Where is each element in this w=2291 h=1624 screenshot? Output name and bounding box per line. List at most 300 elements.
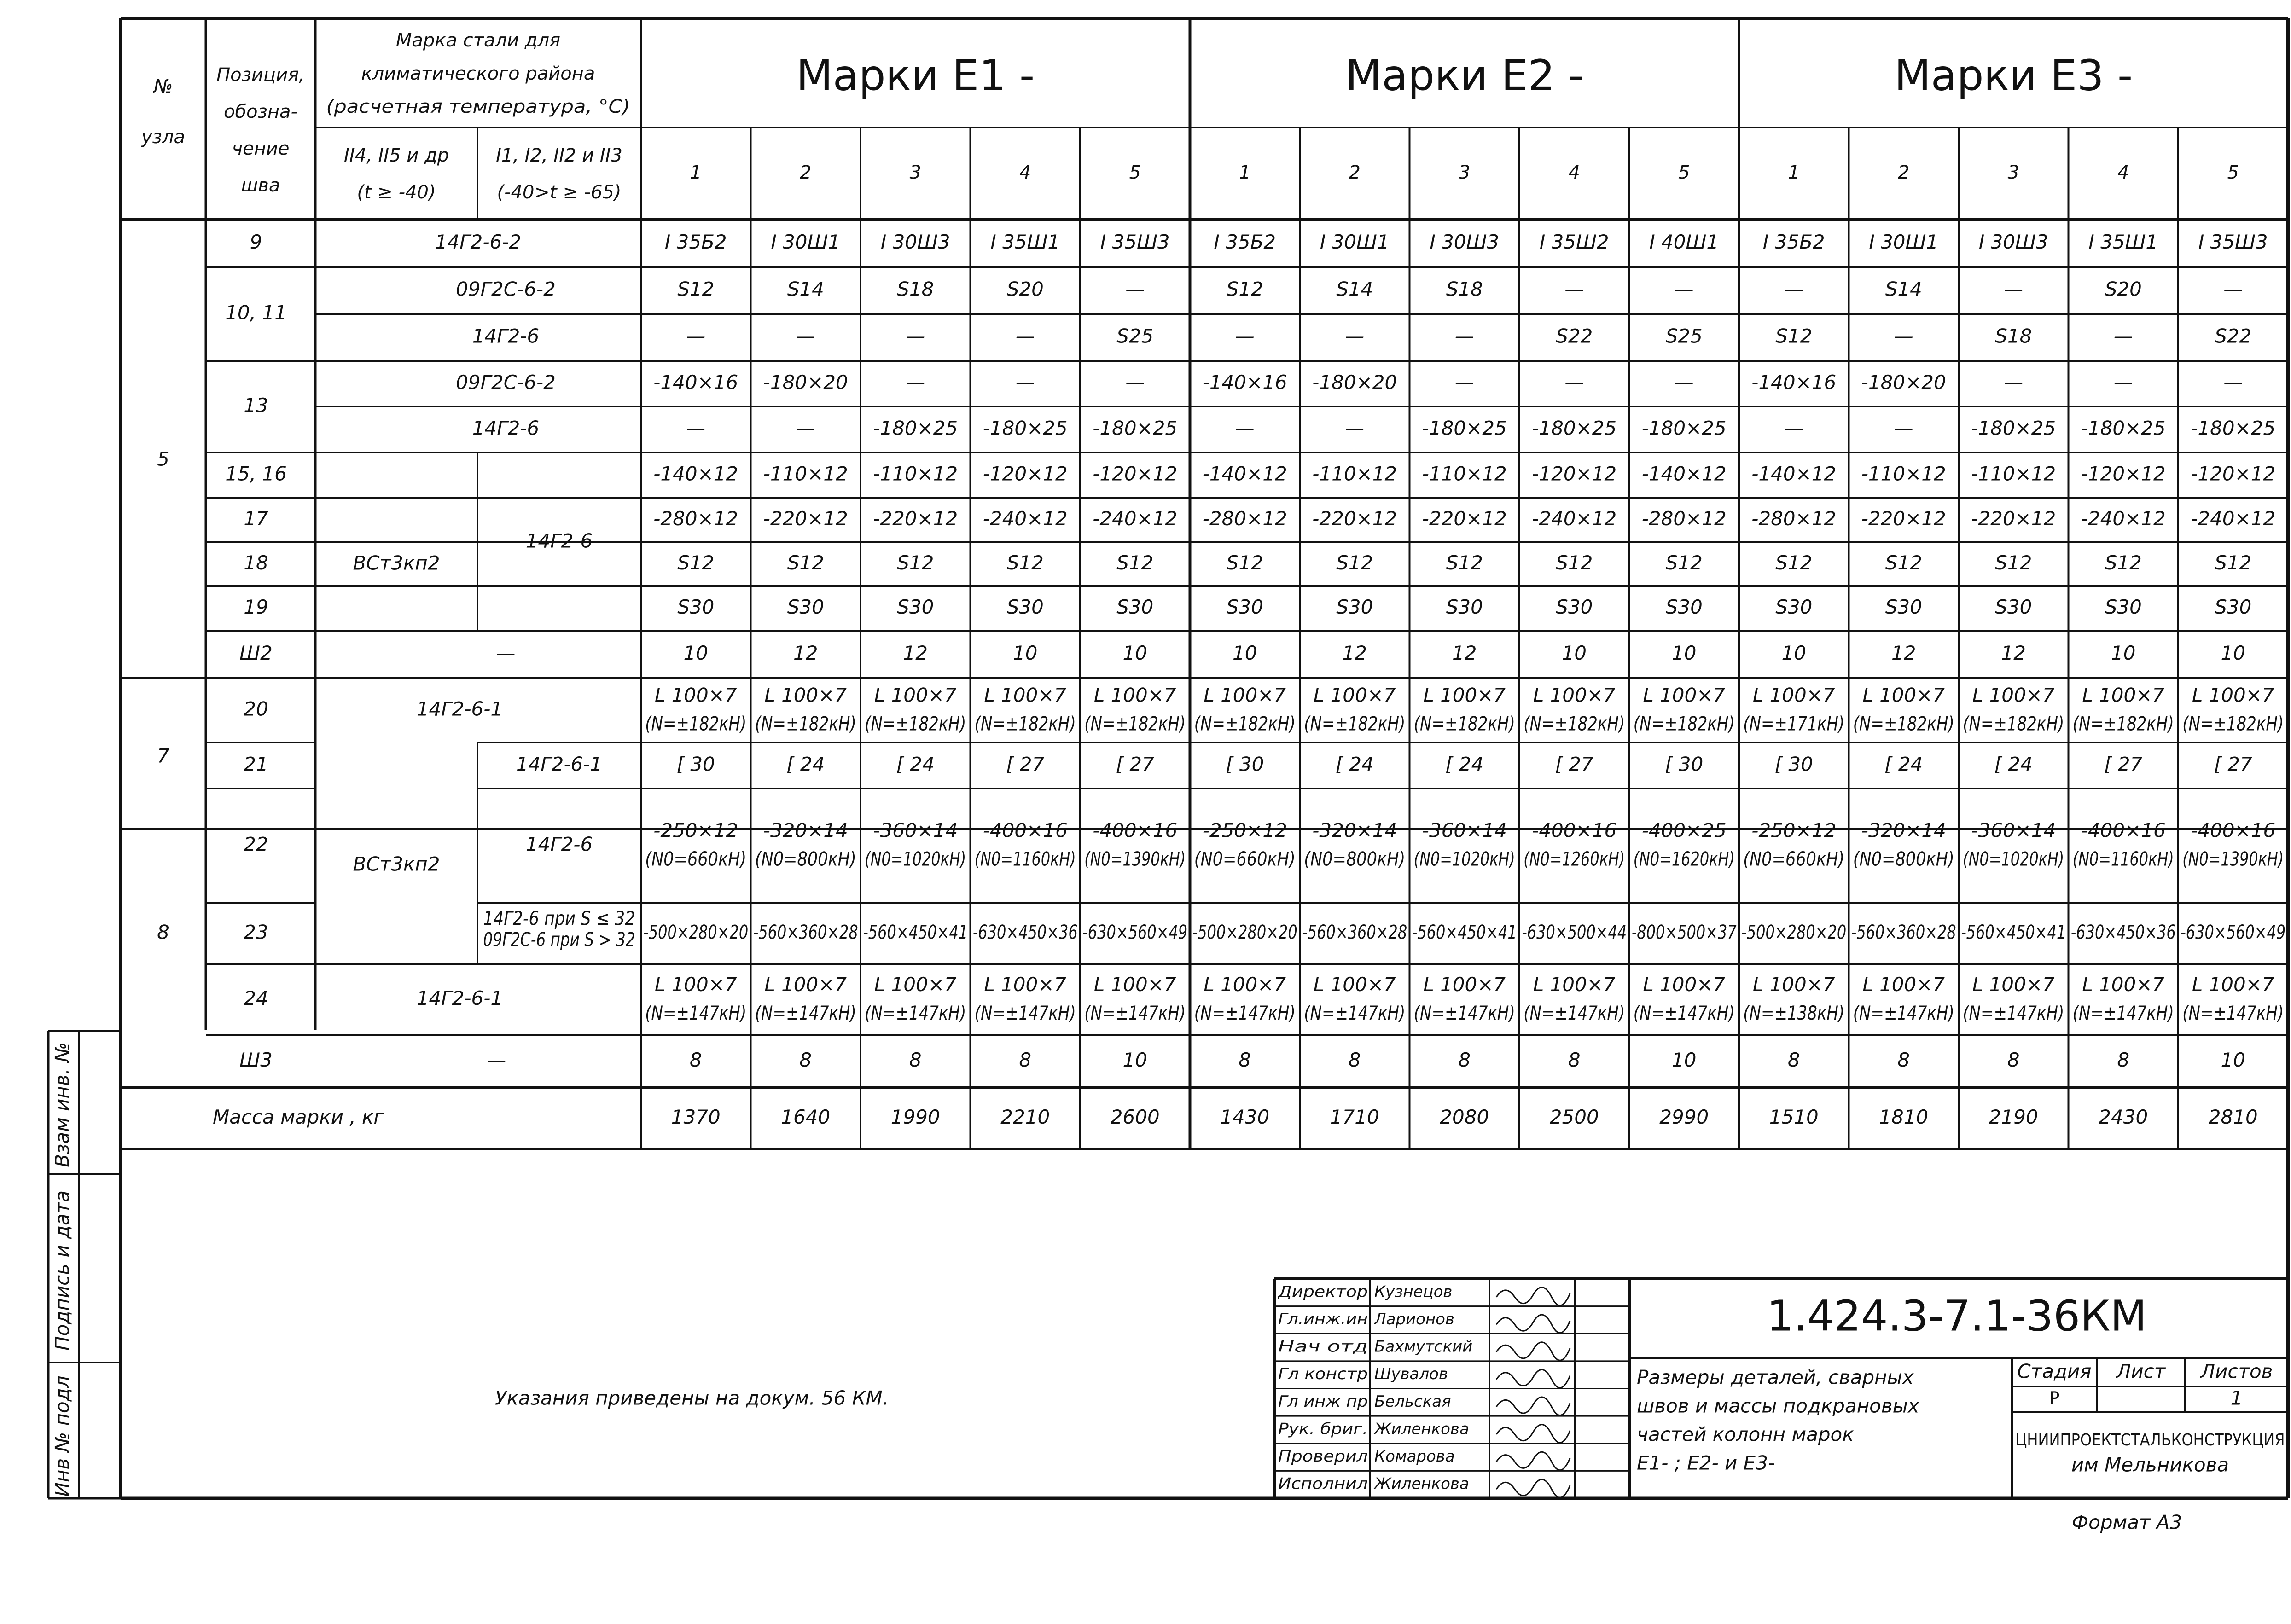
- position-label: 21: [244, 753, 268, 776]
- cell-value: L 100×7: [2192, 973, 2274, 996]
- mass-label: Масса марки , кг: [213, 1106, 384, 1128]
- cell-value: -220×12: [873, 507, 958, 530]
- cell-value: -320×14: [763, 819, 848, 842]
- cell-value: -560×450×41: [1412, 921, 1517, 944]
- cell-value: —: [2113, 371, 2133, 394]
- signature-mark: [1496, 1425, 1570, 1443]
- cell-value: 8: [1348, 1049, 1361, 1071]
- cell-value: -140×16: [1202, 371, 1287, 394]
- cell-value: -180×25: [2081, 417, 2166, 440]
- cell-value: [ 24: [1335, 753, 1374, 776]
- cell-value: -140×12: [653, 462, 738, 485]
- cell-value: I 35Ш2: [1539, 231, 1609, 253]
- cell-value-note: (N=±147кН): [755, 1002, 856, 1024]
- cell-value: S30: [1336, 596, 1373, 618]
- cell-value: -240×12: [2191, 507, 2276, 530]
- cell-value: -220×12: [1971, 507, 2056, 530]
- cell-value: S30: [1665, 596, 1703, 618]
- cell-value: I 30Ш1: [1869, 231, 1939, 253]
- cell-value: L 100×7: [1972, 973, 2055, 996]
- cell-value: -240×12: [1532, 507, 1617, 530]
- cell-value: S18: [897, 278, 934, 301]
- header-column-number: 4: [2117, 162, 2129, 183]
- cell-value: [ 24: [786, 753, 825, 776]
- cell-value: L 100×7: [984, 684, 1067, 707]
- header-node-label: узла: [141, 127, 186, 148]
- tb-org-sub: им Мельникова: [2071, 1453, 2229, 1476]
- cell-value: S12: [1995, 551, 2032, 574]
- cell-value: S12: [1336, 551, 1373, 574]
- cell-value: -180×25: [1971, 417, 2056, 440]
- cell-value: 12: [903, 642, 928, 664]
- position-label: 22: [244, 833, 268, 856]
- cell-value: L 100×7: [1204, 973, 1286, 996]
- cell-value: —: [1564, 278, 1584, 301]
- cell-value: I 35Ш1: [2088, 231, 2158, 253]
- tb-role: Нач отд: [1278, 1337, 1368, 1356]
- cell-value: -500×280×20: [1192, 921, 1297, 944]
- cell-value: L 100×7: [1862, 684, 1945, 707]
- signature-mark: [1496, 1287, 1570, 1305]
- cell-value: 10: [1672, 1049, 1697, 1071]
- cell-value: 12: [793, 642, 818, 664]
- mass-value: 2210: [1000, 1106, 1050, 1128]
- cell-value: I 35Ш3: [1100, 231, 1170, 253]
- tb-name: Комарова: [1374, 1447, 1455, 1466]
- cell-value: S30: [1116, 596, 1154, 618]
- cell-value: L 100×7: [984, 973, 1067, 996]
- cell-value: -110×12: [873, 462, 958, 485]
- cell-value: L 100×7: [1643, 973, 1726, 996]
- header-column-number: 3: [1459, 162, 1471, 183]
- position-label: 15, 16: [225, 462, 287, 485]
- cell-value: 10: [683, 642, 708, 664]
- node-label: 7: [157, 744, 169, 767]
- tb-doc-code: 1.424.3-7.1-36КМ: [1767, 1291, 2147, 1341]
- header-column-number: 2: [1898, 162, 1910, 183]
- cell-value: I 35Ш1: [990, 231, 1060, 253]
- position-label: Ш3: [239, 1049, 273, 1071]
- cell-value: L 100×7: [2192, 684, 2274, 707]
- cell-value: S12: [897, 551, 934, 574]
- cell-value: -180×25: [1641, 417, 1727, 440]
- cell-value: -180×25: [873, 417, 958, 440]
- cell-value: 8: [2007, 1049, 2020, 1071]
- header-column-number: 1: [1239, 162, 1251, 183]
- cell-value: 8: [1239, 1049, 1251, 1071]
- tb-sheets-label: Листов: [2200, 1360, 2273, 1383]
- cell-value: 12: [1452, 642, 1477, 664]
- cell-value: -500×280×20: [643, 921, 749, 944]
- cell-value: -140×12: [1202, 462, 1287, 485]
- position-label: 18: [244, 551, 268, 574]
- position-label: 23: [244, 921, 268, 944]
- cell-value: [ 27: [1555, 753, 1593, 776]
- position-label: 13: [244, 394, 268, 417]
- cell-value: —: [1454, 371, 1474, 394]
- signature-mark: [1496, 1452, 1570, 1470]
- cell-value: -400×25: [1641, 819, 1727, 842]
- cell-value: S30: [677, 596, 715, 618]
- cell-value: S30: [897, 596, 934, 618]
- signature-mark: [1496, 1397, 1570, 1415]
- cell-value: -110×12: [1861, 462, 1946, 485]
- cell-value: S30: [2105, 596, 2142, 618]
- cell-value: L 100×7: [654, 973, 737, 996]
- cell-value: —: [686, 417, 706, 440]
- tb-role: Исполнил: [1278, 1474, 1368, 1493]
- cell-value: 8: [799, 1049, 812, 1071]
- cell-value: -400×16: [1093, 819, 1178, 842]
- steel-grade: 14Г2-6: [472, 325, 540, 348]
- cell-value: 12: [1342, 642, 1367, 664]
- cell-value: L 100×7: [1423, 973, 1506, 996]
- tb-name: Жиленкова: [1374, 1420, 1469, 1438]
- cell-value-note: (N=±182кН): [1194, 712, 1296, 735]
- cell-value: S20: [2105, 278, 2142, 301]
- cell-value: [ 27: [2214, 753, 2252, 776]
- cell-value: -560×360×28: [1302, 921, 1407, 944]
- tb-role: Гл инж пр: [1278, 1392, 1368, 1411]
- cell-value: -360×14: [1971, 819, 2056, 842]
- position-label: 9: [250, 231, 262, 253]
- header-column-number: 1: [690, 162, 702, 183]
- cell-value: [ 24: [1445, 753, 1484, 776]
- cell-value: S12: [1556, 551, 1593, 574]
- cell-value: -180×25: [1532, 417, 1617, 440]
- cell-value-note: (N=±182кН): [1304, 712, 1406, 735]
- header-position-label: обозна-: [224, 101, 297, 122]
- cell-value: L 100×7: [1313, 684, 1396, 707]
- cell-value: I 30Ш3: [880, 231, 950, 253]
- cell-value: S12: [1775, 551, 1813, 574]
- cell-value: -180×20: [1861, 371, 1946, 394]
- cell-value: S30: [2215, 596, 2252, 618]
- steel-grade: 14Г2-6: [472, 417, 540, 440]
- tb-name: Шувалов: [1374, 1365, 1448, 1384]
- cell-value-note: (N0=1160кН): [2072, 847, 2174, 870]
- position-label: 24: [244, 987, 268, 1009]
- header-steel-label: климатического района: [361, 63, 595, 84]
- header-node-no: №: [153, 76, 173, 97]
- cell-value: —: [1125, 278, 1145, 301]
- cell-value: S12: [1665, 551, 1703, 574]
- tb-stage: Р: [2049, 1388, 2060, 1409]
- tb-name: Жиленкова: [1374, 1474, 1469, 1493]
- cell-value: I 35Ш3: [2198, 231, 2268, 253]
- tb-role: Проверил: [1278, 1447, 1368, 1466]
- cell-value-note: (N0=1620кН): [1633, 847, 1735, 870]
- cell-value: L 100×7: [1313, 973, 1396, 996]
- cell-value: 10: [1122, 642, 1147, 664]
- cell-value: 8: [1787, 1049, 1800, 1071]
- cell-value: L 100×7: [874, 973, 957, 996]
- header-column-number: 4: [1568, 162, 1580, 183]
- cell-value: S22: [2215, 325, 2252, 348]
- header-position-label: шва: [241, 175, 280, 196]
- cell-value-note: (N0=1390кН): [1084, 847, 1186, 870]
- header-steel-label: Марка стали для: [395, 30, 561, 51]
- cell-value: [ 30: [676, 753, 715, 776]
- cell-value: -120×12: [1093, 462, 1178, 485]
- signature-mark: [1496, 1369, 1570, 1388]
- cell-value: L 100×7: [1752, 973, 1835, 996]
- cell-value-note: (N0=800кН): [1304, 847, 1406, 870]
- cell-value: S25: [1665, 325, 1703, 348]
- cell-value: —: [2113, 325, 2133, 348]
- header-column-number: 5: [2227, 162, 2239, 183]
- cell-value-note: (N=±182кН): [974, 712, 1076, 735]
- cell-value: —: [2004, 371, 2024, 394]
- cell-value: 10: [2111, 642, 2136, 664]
- header-climate-a: (t ≥ -40): [357, 182, 436, 203]
- mass-value: 1810: [1879, 1106, 1929, 1128]
- cell-value: S30: [1446, 596, 1483, 618]
- position-label: 19: [244, 596, 268, 618]
- cell-value-note: (N0=660кН): [1194, 847, 1296, 870]
- cell-value: -280×12: [653, 507, 738, 530]
- cell-value-note: (N=±182кН): [1633, 712, 1735, 735]
- cell-value: I 30Ш1: [771, 231, 841, 253]
- header-column-number: 4: [1019, 162, 1031, 183]
- cell-value: —: [1125, 371, 1145, 394]
- cell-value: S12: [677, 551, 715, 574]
- header-column-number: 1: [1788, 162, 1800, 183]
- cell-value-note: (N=±147кН): [1523, 1002, 1625, 1024]
- cell-value: 10: [2221, 642, 2245, 664]
- cell-value-note: (N=±182кН): [1413, 712, 1515, 735]
- cell-value: I 30Ш3: [1978, 231, 2048, 253]
- cell-value: -110×12: [1971, 462, 2056, 485]
- cell-value: S18: [1446, 278, 1483, 301]
- steel-grade: 14Г2-6-2: [435, 231, 522, 253]
- cell-value-note: (N=±182кН): [1523, 712, 1625, 735]
- cell-value-note: (N=±147кН): [645, 1002, 747, 1024]
- cell-value-note: (N=±138кН): [1743, 1002, 1845, 1024]
- mass-value: 2430: [2099, 1106, 2148, 1128]
- cell-value: —: [1454, 325, 1474, 348]
- cell-value-note: (N=±147кН): [1633, 1002, 1735, 1024]
- cell-value: —: [686, 325, 706, 348]
- cell-value-note: (N=±182кН): [1963, 712, 2064, 735]
- header-group-2: Марки Е2 -: [1345, 51, 1584, 100]
- cell-value-note: (N=±182кН): [865, 712, 966, 735]
- cell-value: -560×360×28: [753, 921, 858, 944]
- cell-value: -630×450×36: [2070, 921, 2176, 944]
- cell-value: —: [1674, 278, 1694, 301]
- mass-value: 1370: [671, 1106, 721, 1128]
- cell-value: —: [796, 417, 815, 440]
- mass-value: 1430: [1220, 1106, 1270, 1128]
- cell-value: S30: [1556, 596, 1593, 618]
- cell-value-note: (N=±182кН): [2182, 712, 2284, 735]
- cell-value-note: (N=±182кН): [2072, 712, 2174, 735]
- cell-value: S12: [1775, 325, 1813, 348]
- mass-value: 2600: [1110, 1106, 1160, 1128]
- cell-value: I 35Б2: [1762, 231, 1825, 253]
- cell-value: -180×20: [763, 371, 848, 394]
- cell-value-note: (N0=660кН): [1743, 847, 1845, 870]
- steel-grade-vst: ВСт3кп2: [353, 551, 440, 574]
- cell-value: 8: [689, 1049, 702, 1071]
- cell-value: —: [1015, 371, 1035, 394]
- cell-value: S20: [1006, 278, 1044, 301]
- cell-value: S12: [787, 551, 824, 574]
- cell-value: [ 27: [2104, 753, 2143, 776]
- cell-value: 10: [1013, 642, 1038, 664]
- cell-value: —: [2004, 278, 2024, 301]
- cell-value: -140×16: [1751, 371, 1837, 394]
- cell-value: -180×25: [983, 417, 1068, 440]
- cell-value-note: (N0=800кН): [1853, 847, 1954, 870]
- cell-value: —: [1564, 371, 1584, 394]
- tb-stage-label: Стадия: [2017, 1360, 2092, 1383]
- cell-value-note: (N=±147кН): [1194, 1002, 1296, 1024]
- cell-value-note: (N=±171кН): [1743, 712, 1845, 735]
- tb-name: Ларионов: [1374, 1310, 1454, 1328]
- title-block: [48, 1031, 2288, 1498]
- cell-value-note: (N=±182кН): [755, 712, 856, 735]
- node-label: 5: [157, 447, 169, 470]
- cell-value: L 100×7: [1093, 973, 1176, 996]
- tb-description: частей колонн марок: [1637, 1423, 1854, 1446]
- cell-value: S12: [2215, 551, 2252, 574]
- cell-value: S30: [787, 596, 824, 618]
- cell-value: L 100×7: [2082, 684, 2165, 707]
- header-column-number: 2: [1349, 162, 1361, 183]
- cell-value: —: [1784, 278, 1804, 301]
- cell-value-note: (N=±147кН): [1853, 1002, 1954, 1024]
- cell-value: -140×12: [1751, 462, 1837, 485]
- mass-value: 1990: [890, 1106, 940, 1128]
- cell-value: -360×14: [873, 819, 958, 842]
- cell-value: L 100×7: [764, 973, 847, 996]
- cell-value: —: [1894, 417, 1913, 440]
- cell-value-note: (N0=1020кН): [1963, 847, 2064, 870]
- cell-value: S12: [1226, 278, 1263, 301]
- header-position-label: Позиция,: [216, 64, 305, 86]
- cell-value: -180×25: [1422, 417, 1507, 440]
- tb-org: ЦНИИПРОЕКТСТАЛЬКОНСТРУКЦИЯ: [2015, 1431, 2285, 1450]
- cell-value: L 100×7: [1533, 684, 1616, 707]
- tb-description: швов и массы подкрановых: [1637, 1394, 1919, 1417]
- side-stamp-label: Взам инв. №: [51, 1042, 74, 1167]
- cell-value: —: [796, 325, 815, 348]
- cell-value: S12: [1116, 551, 1154, 574]
- mass-value: 2080: [1440, 1106, 1489, 1128]
- header-column-number: 3: [909, 162, 921, 183]
- signature-mark: [1496, 1315, 1570, 1333]
- tb-role: Гл.инж.ин: [1278, 1310, 1368, 1328]
- cell-value: —: [1894, 325, 1913, 348]
- cell-value: L 100×7: [1972, 684, 2055, 707]
- cell-value: -120×12: [983, 462, 1068, 485]
- cell-value-note: (N0=660кН): [645, 847, 747, 870]
- mass-value: 2500: [1549, 1106, 1599, 1128]
- position-label: 10, 11: [225, 301, 287, 324]
- steel-grade: 09Г2С-6-2: [456, 371, 556, 394]
- tb-sheet-label: Лист: [2116, 1360, 2166, 1383]
- cell-value: [ 27: [1116, 753, 1154, 776]
- cell-value: -220×12: [1312, 507, 1397, 530]
- cell-value: I 40Ш1: [1649, 231, 1719, 253]
- cell-value: -250×12: [1202, 819, 1287, 842]
- cell-value: -220×12: [1422, 507, 1507, 530]
- cell-value: -360×14: [1422, 819, 1507, 842]
- cell-value: 8: [1019, 1049, 1032, 1071]
- cell-value: -630×500×44: [1522, 921, 1627, 944]
- steel-grade: 14Г2-6: [525, 833, 593, 856]
- cell-value: L 100×7: [1204, 684, 1286, 707]
- cell-value: —: [1784, 417, 1804, 440]
- cell-value: S30: [1775, 596, 1813, 618]
- header-group-3: Марки Е3 -: [1894, 51, 2133, 100]
- steel-grade: 14Г2-6-1: [516, 753, 603, 776]
- cell-value: -220×12: [1861, 507, 1946, 530]
- cell-value: [ 27: [1006, 753, 1045, 776]
- tb-description: Размеры деталей, сварных: [1637, 1366, 1914, 1389]
- tb-name: Кузнецов: [1374, 1282, 1453, 1301]
- cell-value: L 100×7: [874, 684, 957, 707]
- node-label: 8: [157, 921, 169, 944]
- position-label: 17: [244, 507, 268, 530]
- cell-value: 10: [1672, 642, 1697, 664]
- cell-value: -110×12: [763, 462, 848, 485]
- cell-value: 10: [1122, 1049, 1147, 1071]
- cell-value: L 100×7: [1533, 973, 1616, 996]
- cell-value: -250×12: [1751, 819, 1837, 842]
- steel-grade-vst: ВСт3кп2: [353, 853, 440, 876]
- cell-value: I 30Ш3: [1430, 231, 1500, 253]
- cell-value-note: (N0=1260кН): [1523, 847, 1625, 870]
- steel-grade: 14Г2-6-1: [416, 987, 503, 1009]
- cell-value: -500×280×20: [1741, 921, 1847, 944]
- cell-value-note: (N0=1020кН): [865, 847, 966, 870]
- cell-value-note: (N=±147кН): [1084, 1002, 1186, 1024]
- cell-value: L 100×7: [1752, 684, 1835, 707]
- cell-value: -320×14: [1312, 819, 1397, 842]
- steel-grade: 09Г2С-6-2: [456, 278, 556, 301]
- cell-value: —: [2223, 371, 2243, 394]
- cell-value: S18: [1995, 325, 2032, 348]
- cell-value: —: [906, 371, 925, 394]
- cell-value: -800×500×37: [1631, 921, 1737, 944]
- cell-value: S30: [1226, 596, 1263, 618]
- cell-value: L 100×7: [2082, 973, 2165, 996]
- cell-value-note: (N=±147кН): [2182, 1002, 2284, 1024]
- cell-value: I 35Б2: [1214, 231, 1276, 253]
- cell-value: [ 30: [1774, 753, 1813, 776]
- cell-value: S12: [677, 278, 715, 301]
- cell-value: -120×12: [2191, 462, 2276, 485]
- cell-value-note: (N=±182кН): [1853, 712, 1954, 735]
- steel-grade: 14Г2-6: [525, 529, 593, 552]
- cell-value: 8: [1458, 1049, 1471, 1071]
- tb-description: Е1- ; Е2- и Е3-: [1637, 1451, 1775, 1474]
- cell-value: -400×16: [983, 819, 1068, 842]
- note-text: Указания приведены на докум. 56 КМ.: [495, 1386, 889, 1409]
- cell-value: [ 30: [1665, 753, 1704, 776]
- cell-value: L 100×7: [1423, 684, 1506, 707]
- cell-value-note: (N=±147кН): [1413, 1002, 1515, 1024]
- cell-value: 12: [2001, 642, 2026, 664]
- cell-value-note: (N0=1020кН): [1413, 847, 1515, 870]
- cell-value-note: (N=±147кН): [2072, 1002, 2174, 1024]
- mass-value: 2990: [1659, 1106, 1709, 1128]
- cell-value: I 35Б2: [664, 231, 727, 253]
- header-group-1: Марки Е1 -: [796, 51, 1035, 100]
- cell-value: —: [1235, 325, 1255, 348]
